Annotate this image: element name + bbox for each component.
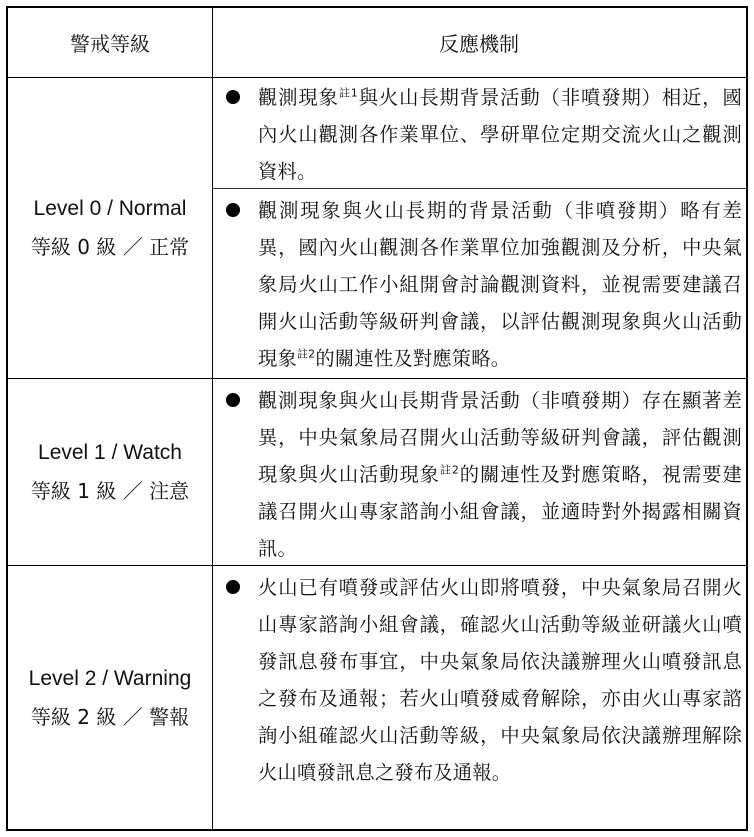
response-text: 觀測現象$^{註1}$與火山長期背景活動（非噴發期）相近，國內火山觀測各作業單位、學研單位定期交流火山之觀測資料。: [258, 86, 742, 183]
bullet-icon: [226, 393, 240, 407]
level-0-cell: [8, 78, 212, 378]
header-response-mechanism: 反應機制: [439, 32, 519, 56]
level-0-zh: 等級 0 級 ／ 正常: [30, 235, 190, 259]
bullet-icon: [226, 90, 240, 104]
response-text: 火山已有噴發或評估火山即將噴發，中央氣象局召開火山專家諮詢小組會議，確認火山活動等級並研議火山噴發訊息發布事宜，中央氣象局依決議辦理火山噴發訊息之發布及通報；若火山噴發威脅解除，亦由火山專家諮詢小組確認火山活動等級，中央氣象局依決議辦理解除火山噴發訊息之發布及通報。: [258, 576, 742, 784]
level-1-cell: [8, 379, 212, 565]
response-item: [212, 566, 746, 829]
table-header: [8, 8, 746, 78]
response-item: [212, 189, 746, 378]
response-text: 觀測現象與火山長期的背景活動（非噴發期）略有差異，國內火山觀測各作業單位加強觀測及分析，中央氣象局火山工作小組開會討論觀測資料，並視需要建議召開火山活動等級研判會議，以評估觀測現象與火山活動現象$^{註2}$的關連性及對應策略。: [258, 199, 742, 370]
level-2-zh: 等級 2 級 ／ 警報: [30, 704, 190, 729]
header-alert-level: 警戒等級: [70, 32, 150, 56]
response-item: [212, 379, 746, 565]
bullet-icon: [226, 580, 240, 594]
level-2-cell: [8, 566, 212, 829]
response-text: 觀測現象與火山長期背景活動（非噴發期）存在顯著差異，中央氣象局召開火山活動等級研判會議，評估觀測現象與火山活動現象$^{註2}$的關連性及對應策略，視需要建議召開火山專家諮詢小組會議，並適時對外揭露相關資訊。: [258, 389, 742, 560]
level-0-en: Level 0 / Normal: [33, 197, 187, 220]
alert-level-table: [6, 6, 748, 831]
level-2-en: Level 2 / Warning: [28, 666, 192, 690]
level-1-en: Level 1 / Watch: [38, 441, 182, 464]
response-item: [212, 78, 746, 188]
level-1-zh: 等級 1 級 ／ 注意: [30, 479, 190, 503]
bullet-icon: [226, 203, 240, 217]
